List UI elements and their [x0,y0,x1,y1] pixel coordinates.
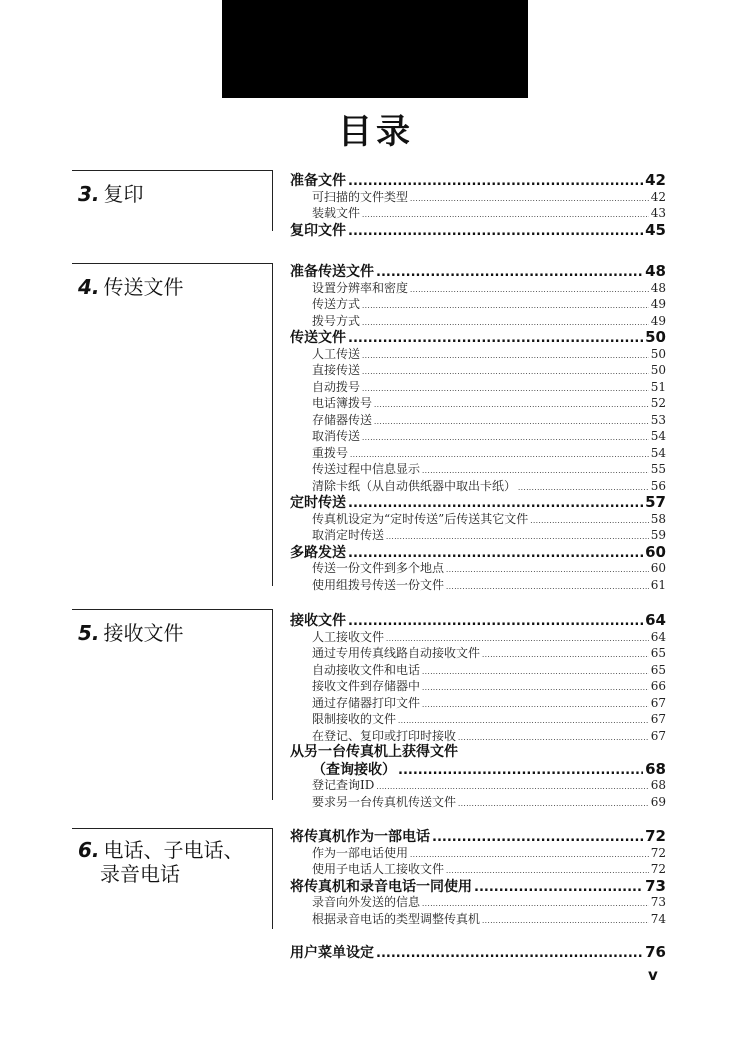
leader-dots [386,529,649,546]
toc-entry[interactable] [290,711,666,728]
leader-dots [482,913,649,930]
user-menu-toc [290,944,666,961]
leader-dots [362,381,649,398]
leader-dots [422,697,649,714]
toc-entry-label: 将传真机和录音电话一同使用 [290,878,472,895]
toc-entry-label: 准备文件 [290,173,346,189]
leader-dots [446,579,649,596]
toc-entry[interactable] [290,695,666,712]
toc-entry-label: 接收文件到存储器中 [312,679,421,693]
toc-entry[interactable] [290,761,666,778]
leader-dots [458,730,649,747]
toc-entry-page: 64 [645,611,666,629]
toc-entry[interactable] [290,494,666,511]
toc-entry-label: 定时传送 [290,495,346,511]
toc-entry-page: 49 [650,313,666,328]
toc-entry[interactable] [290,629,666,646]
leader-dots [410,191,649,208]
toc-entry[interactable] [290,346,666,363]
leader-dots [482,647,649,664]
leader-dots [362,348,649,365]
toc-entry-page: 54 [650,429,666,443]
toc-entry[interactable] [290,894,666,911]
toc-entry-page: 49 [650,297,666,311]
toc-entry-label: 传送一份文件到多个地点 [312,561,445,575]
toc-entry[interactable] [290,878,666,895]
chapter-number: 6. [78,838,100,862]
toc-entry-page: 64 [650,629,666,644]
chapter-4-title [78,271,184,300]
toc-entry-page: 50 [650,346,666,361]
leader-dots [410,847,649,864]
leader-dots [422,680,649,697]
toc-entry-page: 52 [650,396,666,410]
toc-entry-page: 45 [645,220,666,239]
toc-entry-page: 54 [650,445,666,460]
toc-entry-label: 电话簿拨号 [312,396,373,410]
toc-entry-label: 人工传送 [312,346,361,361]
toc-entry-page: 74 [650,911,666,926]
toc-entry-label: 从另一台传真机上获得文件 [290,744,458,760]
toc-entry-page: 60 [645,542,666,561]
toc-entry-label: 接收文件 [290,613,346,629]
toc-entry[interactable] [290,728,666,745]
toc-entry-label: 拨号方式 [312,313,361,328]
chapter-number: 4. [78,275,100,299]
toc-entry-page: 53 [650,412,666,427]
chapter-4-box [72,263,273,586]
leader-dots [362,364,649,381]
leader-dots [374,397,649,414]
toc-entry-page: 55 [650,462,666,476]
chapter-5-toc [290,612,666,810]
toc-entry-page: 72 [650,862,666,876]
toc-entry[interactable] [290,744,666,761]
toc-entry-page: 73 [645,876,666,895]
chapter-label: 传送文件 [103,275,184,299]
toc-entry[interactable] [290,296,666,313]
toc-entry[interactable] [290,222,666,239]
toc-entry-label: 重拨号 [312,445,349,460]
toc-entry-label: 使用组拨号传送一份文件 [312,577,445,592]
toc-entry[interactable] [290,861,666,878]
toc-entry-page: 76 [645,943,666,961]
toc-entry[interactable] [290,560,666,577]
leader-dots [474,880,643,897]
chapter-6-toc [290,828,666,927]
chapter-3-toc [290,172,666,238]
leader-dots [432,830,643,847]
leader-dots [374,414,649,431]
toc-entry-label: 传真机设定为“定时传送”后传送其它文件 [312,511,529,526]
toc-entry-page: 68 [650,778,666,792]
toc-entry-label: 登记查询ID [312,778,375,792]
toc-entry-label: 录音向外发送的信息 [312,895,421,909]
toc-entry-label: 传送方式 [312,297,361,311]
leader-dots [362,315,649,332]
toc-entry-label: 存储器传送 [312,412,373,427]
leader-dots [410,282,649,299]
toc-entry[interactable] [290,828,666,845]
leader-dots [376,265,643,282]
toc-entry-label: 装载文件 [312,206,361,220]
toc-entry[interactable] [290,794,666,811]
toc-entry[interactable] [290,445,666,462]
toc-entry-label: 将传真机作为一部电话 [290,829,430,845]
toc-entry-page: 56 [650,478,666,493]
toc-entry-page: 48 [645,262,666,280]
toc-entry-label: 设置分辨率和密度 [312,280,409,295]
toc-entry[interactable] [290,313,666,330]
leader-dots [530,513,648,530]
toc-entry-page: 51 [650,379,666,394]
toc-entry-label: 通过专用传真线路自动接收文件 [312,646,481,660]
toc-entry-page: 67 [650,712,666,726]
leader-dots [458,796,649,813]
toc-entry[interactable] [290,172,666,189]
toc-entry[interactable] [290,395,666,412]
toc-entry-page: 48 [650,280,666,295]
toc-entry[interactable] [290,362,666,379]
toc-entry-page: 67 [650,695,666,710]
toc-entry[interactable] [290,428,666,445]
leader-dots [446,863,649,880]
leader-dots [362,207,649,224]
toc-entry-label: 限制接收的文件 [312,712,397,726]
toc-entry[interactable] [290,645,666,662]
toc-entry[interactable] [290,911,666,928]
chapter-label-line2: 录音电话 [100,862,180,886]
toc-entry-page: 50 [650,363,666,377]
toc-entry-page: 60 [650,561,666,575]
toc-entry-label: （查询接收） [312,761,396,778]
toc-entry-page: 50 [645,328,666,346]
toc-entry[interactable] [290,612,666,629]
toc-entry-label: 多路发送 [290,544,346,561]
toc-entry[interactable] [290,412,666,429]
leader-dots [518,480,649,497]
toc-entry[interactable] [290,944,666,961]
toc-entry[interactable] [290,329,666,346]
toc-entry-label: 人工接收文件 [312,629,385,644]
toc-entry[interactable] [290,511,666,528]
toc-entry[interactable] [290,205,666,222]
toc-entry-label: 用户菜单设定 [290,945,374,961]
toc-entry[interactable] [290,777,666,794]
toc-entry[interactable] [290,379,666,396]
toc-entry-page: 66 [650,679,666,693]
toc-entry[interactable] [290,577,666,594]
toc-entry-page: 65 [650,662,666,677]
toc-entry[interactable] [290,678,666,695]
chapter-label: 电话、子电话、 [103,838,244,862]
toc-entry[interactable] [290,662,666,679]
toc-entry-page: 42 [650,189,666,204]
leader-dots [348,331,643,348]
chapter-number: 3. [78,182,100,206]
toc-entry-label: 传送过程中信息显示 [312,462,421,476]
page-title: 目录 [338,112,414,152]
leader-dots [362,298,649,315]
leader-dots [348,224,643,241]
toc-entry[interactable] [290,478,666,495]
chapter-4-toc [290,263,666,593]
leader-dots [362,430,649,447]
toc-entry-label: 根据录音电话的类型调整传真机 [312,911,481,926]
toc-entry-label: 作为一部电话使用 [312,845,409,860]
toc-entry[interactable] [290,845,666,862]
toc-entry-label: 准备传送文件 [290,264,374,280]
leader-dots [398,763,643,780]
toc-entry-label: 使用子电话人工接收文件 [312,862,445,876]
page-number: v [648,966,658,984]
leader-dots [422,664,649,681]
toc-entry-page: 57 [645,493,666,511]
toc-entry-label: 取消定时传送 [312,528,385,542]
toc-entry-label: 复印文件 [290,222,346,239]
toc-entry-page: 58 [650,511,666,526]
toc-entry-label: 清除卡纸（从自动供纸器中取出卡纸） [312,478,517,493]
toc-entry-label: 可扫描的文件类型 [312,189,409,204]
toc-entry-page: 67 [650,728,666,743]
leader-dots [376,946,643,963]
toc-entry[interactable] [290,527,666,544]
toc-entry-page: 72 [650,845,666,860]
toc-entry[interactable] [290,461,666,478]
toc-entry-page: 68 [645,759,666,778]
toc-entry-page: 72 [645,827,666,845]
toc-entry-label: 在登记、复印或打印时接收 [312,728,457,743]
toc-entry-page: 42 [645,171,666,189]
toc-entry-label: 自动接收文件和电话 [312,662,421,677]
toc-entry[interactable] [290,280,666,297]
chapter-3-title [78,178,144,207]
toc-entry-label: 取消传送 [312,429,361,443]
toc-entry-page: 43 [650,206,666,220]
toc-entry-label: 直接传送 [312,363,361,377]
toc-entry[interactable] [290,189,666,206]
toc-entry[interactable] [290,263,666,280]
chapter-label: 接收文件 [103,621,184,645]
toc-entry-label: 自动拨号 [312,379,361,394]
toc-entry-page: 61 [650,577,666,592]
chapter-6-title [78,838,244,886]
toc-entry[interactable] [290,544,666,561]
redacted-block [222,0,528,98]
toc-entry-page: 69 [650,794,666,809]
leader-dots [446,562,649,579]
toc-entry-page: 59 [650,528,666,542]
chapter-5-title [78,617,184,646]
chapter-number: 5. [78,621,100,645]
toc-entry-label: 传送文件 [290,330,346,346]
leader-dots [348,614,643,631]
toc-entry-label: 通过存储器打印文件 [312,695,421,710]
toc-entry-page: 65 [650,646,666,660]
toc-entry-page: 73 [650,895,666,909]
chapter-label: 复印 [103,182,144,206]
toc-entry-label: 要求另一台传真机传送文件 [312,794,457,809]
